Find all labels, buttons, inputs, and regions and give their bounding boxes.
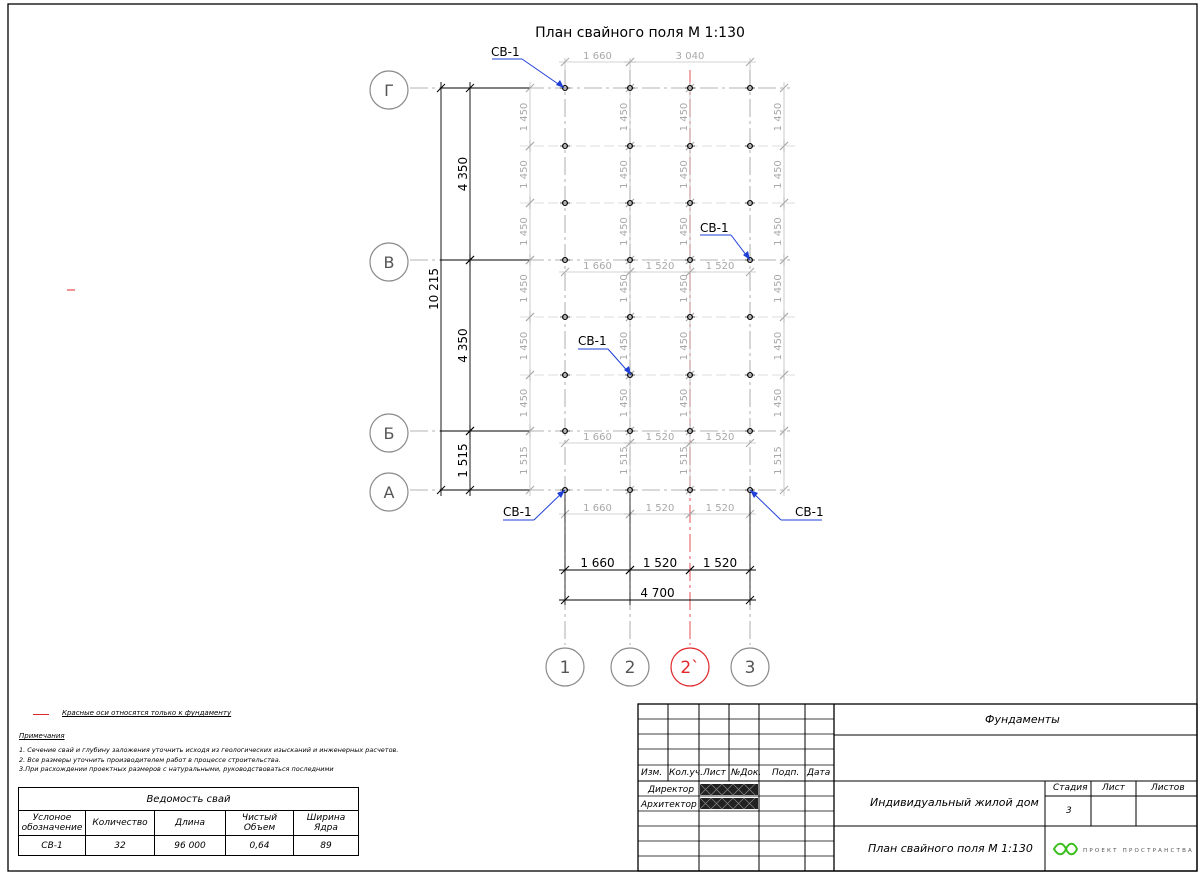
signature-hatch [700, 784, 758, 809]
dim-label: 1 660 [583, 432, 612, 443]
object-name: Индивидуальный жилой дом [870, 796, 1039, 809]
dim-label: 1 450 [619, 160, 630, 189]
callout-pile-g1 [491, 45, 564, 88]
dim-label: 1 450 [773, 217, 784, 246]
listov-label: Листов [1151, 783, 1185, 793]
dim-label: 1 450 [679, 274, 690, 303]
callout-pile-a1 [503, 490, 565, 520]
dim-label: 1 450 [773, 102, 784, 132]
col-koluch: Кол.уч. [669, 768, 704, 778]
dim-label: 1 515 [679, 446, 690, 475]
col-list: Лист [703, 768, 726, 778]
axis-marker-label: Г [384, 81, 394, 100]
notes-list [19, 746, 398, 775]
dim-label: 1 520 [645, 432, 675, 443]
notes-title: Примечания [19, 732, 65, 740]
legend-text: Красные оси относятся только к фундаменту [62, 709, 232, 717]
dim-label: 1 450 [773, 274, 784, 303]
dim-label: 1 450 [519, 217, 530, 246]
dim-label: 1 450 [679, 160, 690, 189]
table-cell: СВ-1 [19, 836, 86, 856]
drawing-title: План свайного поля М 1:130 [535, 25, 745, 41]
dim-label: 1 450 [519, 331, 530, 361]
table-cell: 32 [86, 836, 155, 856]
dim-label: 4 350 [456, 328, 470, 363]
note-item: 1. Сечение свай и глубину заложения уточнить исходя из геологических изысканий и инженерных расчетов. [19, 746, 399, 754]
stage-label: Стадия [1053, 783, 1088, 793]
axis-marker-label: В [383, 253, 395, 272]
dim-label: 1 450 [773, 160, 784, 189]
axis-marker-label: 2` [680, 658, 700, 678]
pile-schedule-table [18, 787, 359, 856]
dim-label: 1 660 [580, 556, 615, 570]
dim-label: 1 520 [645, 261, 675, 272]
col-ndok: №Док. [731, 768, 762, 778]
axis-marker-label: 3 [744, 658, 756, 678]
axis-marker-label: 2 [624, 658, 636, 678]
table-header: Услоное обозначение [19, 811, 86, 836]
dim-label: 1 520 [705, 432, 735, 443]
dim-label: 1 450 [679, 217, 690, 246]
dim-label: 1 450 [619, 217, 630, 246]
callout-label: СВ-1 [578, 334, 607, 348]
dim-label: 1 450 [519, 388, 530, 418]
dim-label: 1 515 [619, 446, 630, 475]
callout-label: СВ-1 [700, 221, 729, 235]
col-podp: Подп. [772, 768, 800, 778]
dim-label: 1 660 [583, 51, 612, 62]
table-header: Ширина Ядра [294, 811, 359, 836]
dim-label: 1 660 [583, 503, 612, 514]
dim-label: 1 450 [679, 331, 690, 361]
sheet-title: План свайного поля М 1:130 [868, 842, 1033, 855]
axis-marker-label: Б [383, 424, 395, 443]
dim-label: 1 450 [619, 331, 630, 361]
dim-label: 3 040 [675, 51, 705, 62]
dim-label: 1 450 [619, 274, 630, 303]
company-logo [1054, 844, 1194, 855]
dim-label: 1 450 [619, 388, 630, 418]
company-name: ПРОЕКТ ПРОСТРАНСТВА [1083, 848, 1195, 854]
table-cell: 96 000 [155, 836, 226, 856]
dim-label: 1 450 [679, 102, 690, 132]
section-title: Фундаменты [985, 713, 1060, 726]
callout-pile-a3 [750, 490, 824, 520]
note-item: 2. Все размеры уточнить производителем работ в процессе строительства. [19, 755, 281, 764]
table-row [19, 836, 359, 856]
list-value: 3 [1066, 806, 1072, 816]
dim-label: 1 520 [642, 556, 678, 570]
dim-label: 1 450 [519, 160, 530, 189]
dim-label: 1 450 [773, 331, 784, 361]
role-director: Директор [648, 785, 695, 795]
dim-label: 1 450 [679, 388, 690, 418]
axis-marker-label: 1 [559, 658, 571, 678]
table-header: Чистый Объем [226, 811, 294, 836]
note-item: 3.При расхождении проектных размеров с натуральными, руководствоваться последними [19, 765, 334, 773]
dim-label: 1 520 [705, 261, 735, 272]
callout-pile-v3 [700, 221, 750, 260]
table-header: Количество [86, 811, 155, 836]
table-header: Длина [155, 811, 226, 836]
dim-label: 1 450 [619, 102, 630, 132]
dim-label: 10 215 [427, 268, 441, 310]
dim-label: 1 520 [702, 556, 738, 570]
dim-label: 1 660 [583, 261, 612, 272]
callout-label: СВ-1 [491, 45, 520, 59]
table-cell: 89 [294, 836, 359, 856]
dim-label: 1 515 [456, 443, 470, 478]
dim-label: 1 450 [519, 102, 530, 132]
table-cell: 0,64 [226, 836, 294, 856]
role-architect: Архитектор [641, 800, 697, 810]
legend-red-line [33, 714, 49, 715]
dim-label: 1 515 [773, 446, 784, 475]
dim-label: 4 700 [640, 586, 675, 600]
dim-label: 1 450 [519, 274, 530, 303]
col-data: Дата [807, 768, 831, 778]
axis-marker-label: А [383, 483, 395, 502]
list-label: Лист [1102, 783, 1125, 793]
dim-label: 1 520 [645, 503, 675, 514]
table-caption: Ведомость свай [19, 788, 359, 811]
axis-markers [370, 71, 769, 686]
dimension-chains [427, 51, 788, 605]
dim-label: 1 515 [519, 446, 530, 475]
callout-label: СВ-1 [795, 505, 824, 519]
dim-label: 4 350 [456, 156, 470, 192]
dim-label: 1 520 [705, 503, 735, 514]
callout-label: СВ-1 [503, 505, 532, 519]
col-izm: Изм. [641, 768, 663, 778]
dim-label: 1 450 [773, 388, 784, 418]
